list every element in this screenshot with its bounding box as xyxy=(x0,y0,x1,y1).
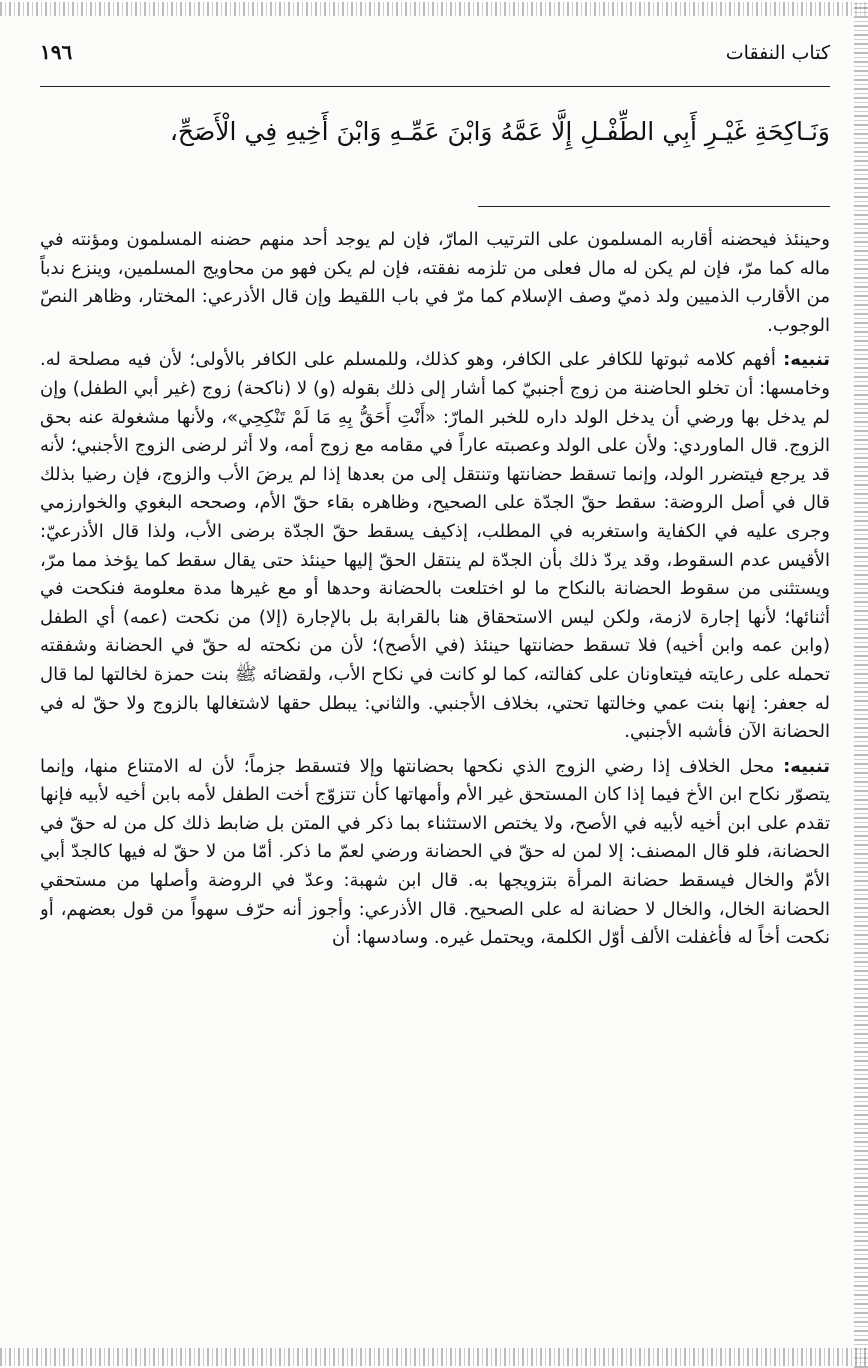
matn-separator xyxy=(478,206,830,207)
commentary-paragraph xyxy=(40,346,830,746)
page-border-top xyxy=(0,2,868,16)
paragraph-text: أفهم كلامه ثبوتها للكافر على الكافر، وهو كذلك، وللمسلم على الكافر بالأولى؛ لأن فيه مصلحة له. وخامسها: أن تخلو الحاضنة من زوج أجنبيّ كما أشار إلى ذلك بقوله (و) لا (ناكحة) زوج (غير أبي الطفل) وإن لم يدخل بها ورضي أن يدخل الولد داره للخبر المارّ: «أَنْتِ أَحَقُّ بِهِ مَا لَمْ تَنْكِحِي»، ولأنها مشغولة عنه بحق الزوج. قال الماوردي: ولأن على الولد وعصبته عاراً في مقامه مع زوج أمه، ولا أثر لرضى الزوج الأجنبي؛ لأنه قد يرجع فيتضرر الولد، وإنما تسقط حضانتها وتنتقل إلى من بعدها إذا لم يرضَ الأب والزوج، فإن رضيا بذلك قال في أصل الروضة: سقط حقّ الجدّة على الصحيح، وظاهره بقاء حقّ الأم، وصححه البغوي والخوارزمي وجرى عليه في الكفاية واستغربه في المطلب، إذكيف يسقط حقّ الجدّة برضى الأب، ولذا قال الأذرعيّ: الأقيس عدم السقوط، وقد يردّ ذلك بأن الجدّة لم ينتقل الحقّ إليها حينئذ حتى يقال سقط كما يؤخذ مما مرّ، ويستثنى من سقوط الحضانة بالنكاح ما لو اختلعت بالحضانة وحدها أو مع غيرها مدة معلومة فنكحت في أثنائها؛ لأنها إجارة لازمة، ولكن ليس الاستحقاق هنا بالقرابة بل بالإجارة (إلا) من نكحت (عمه) أي الطفل (وابن عمه وابن أخيه) فلا تسقط حضانتها حينئذ (في الأصح)؛ لأن من نكحته له حقّ في الحضانة وشفقته تحمله على رعايته فيتعاونان على كفالته، كما لو كانت في نكاح الأب، ولقضائه ﷺ بنت حمزة لخالتها لما قال له جعفر: إنها بنت عمي وخالتها تحتي، بخلاف الأجنبي. والثاني: يبطل حقها لاشتغالها بالزوج ولا حقّ له في الحضانة الآن فأشبه الأجنبي. xyxy=(40,349,830,743)
page-border-right xyxy=(854,0,868,1368)
paragraph-label: تنبيه: xyxy=(783,755,830,777)
page-header xyxy=(40,38,830,82)
paragraph-label: تنبيه: xyxy=(783,349,830,371)
page-border-bottom xyxy=(0,1348,868,1366)
commentary-body xyxy=(40,226,830,1338)
commentary-paragraph xyxy=(40,753,830,953)
paragraph-text: وحينئذ فيحضنه أقاربه المسلمون على الترتيب المارّ، فإن لم يوجد أحد منهم حضنه المسلمون ومؤنته في ماله كما مرّ، فإن لم يكن له مال فعلى من تلزمه نفقته، فإن لم يكن فهو من محاويج المسلمين، وينزع ندباً من الأقارب الذميين ولد ذميّ وصف الإسلام كما مرّ في باب اللقيط وإن قال الأذرعي: المختار، وظاهر النصّ الوجوب. xyxy=(40,229,830,336)
book-title: كتاب النفقات xyxy=(725,42,830,64)
commentary-paragraph xyxy=(40,226,830,340)
paragraph-text: محل الخلاف إذا رضي الزوج الذي نكحها بحضانتها وإلا فتسقط جزماً؛ لأن له الامتناع منها، وإنما يتصوّر نكاح ابن الأخ فيما إذا كان المستحق غير الأم وأمهاتها كأن تتزوّج أخت الطفل لأمه بابن أخيه لأبيه فإنها تقدم على ابن أخيه لأبيه في الأصح، ولا يختص الاستثناء بما ذكر في المتن بل ضابط ذلك كل من له حقّ في الحضانة، فلو قال المصنف: إلا لمن له حقّ في الحضانة ورضي لعمّ ما ذكر. أمّا من لا حقّ له فيها كالجدّ أبي الأمّ والخال فيسقط حضانة المرأة بتزويجها به. قال ابن شهبة: وعدّ في الروضة وأصلها من مستحقي الحضانة الخال، والخال لا حضانة له على الصحيح. قال الأذرعي: وأجوز أنه حرّف سهواً من قول بعضهم، أو نكحت أخاً له فأغفلت الألف أوّل الكلمة، ويحتمل غيره. وسادسها: أن xyxy=(40,755,830,949)
page-number: ١٩٦ xyxy=(40,40,73,64)
matn-text: وَنَـاكِحَةِ غَيْـرِ أَبِي الطِّفْـلِ إِلَّا عَمَّهُ وَابْنَ عَمِّـهِ وَابْنَ أَخِيهِ فِي الْأَصَحِّ، xyxy=(169,117,830,146)
header-rule xyxy=(40,86,830,87)
